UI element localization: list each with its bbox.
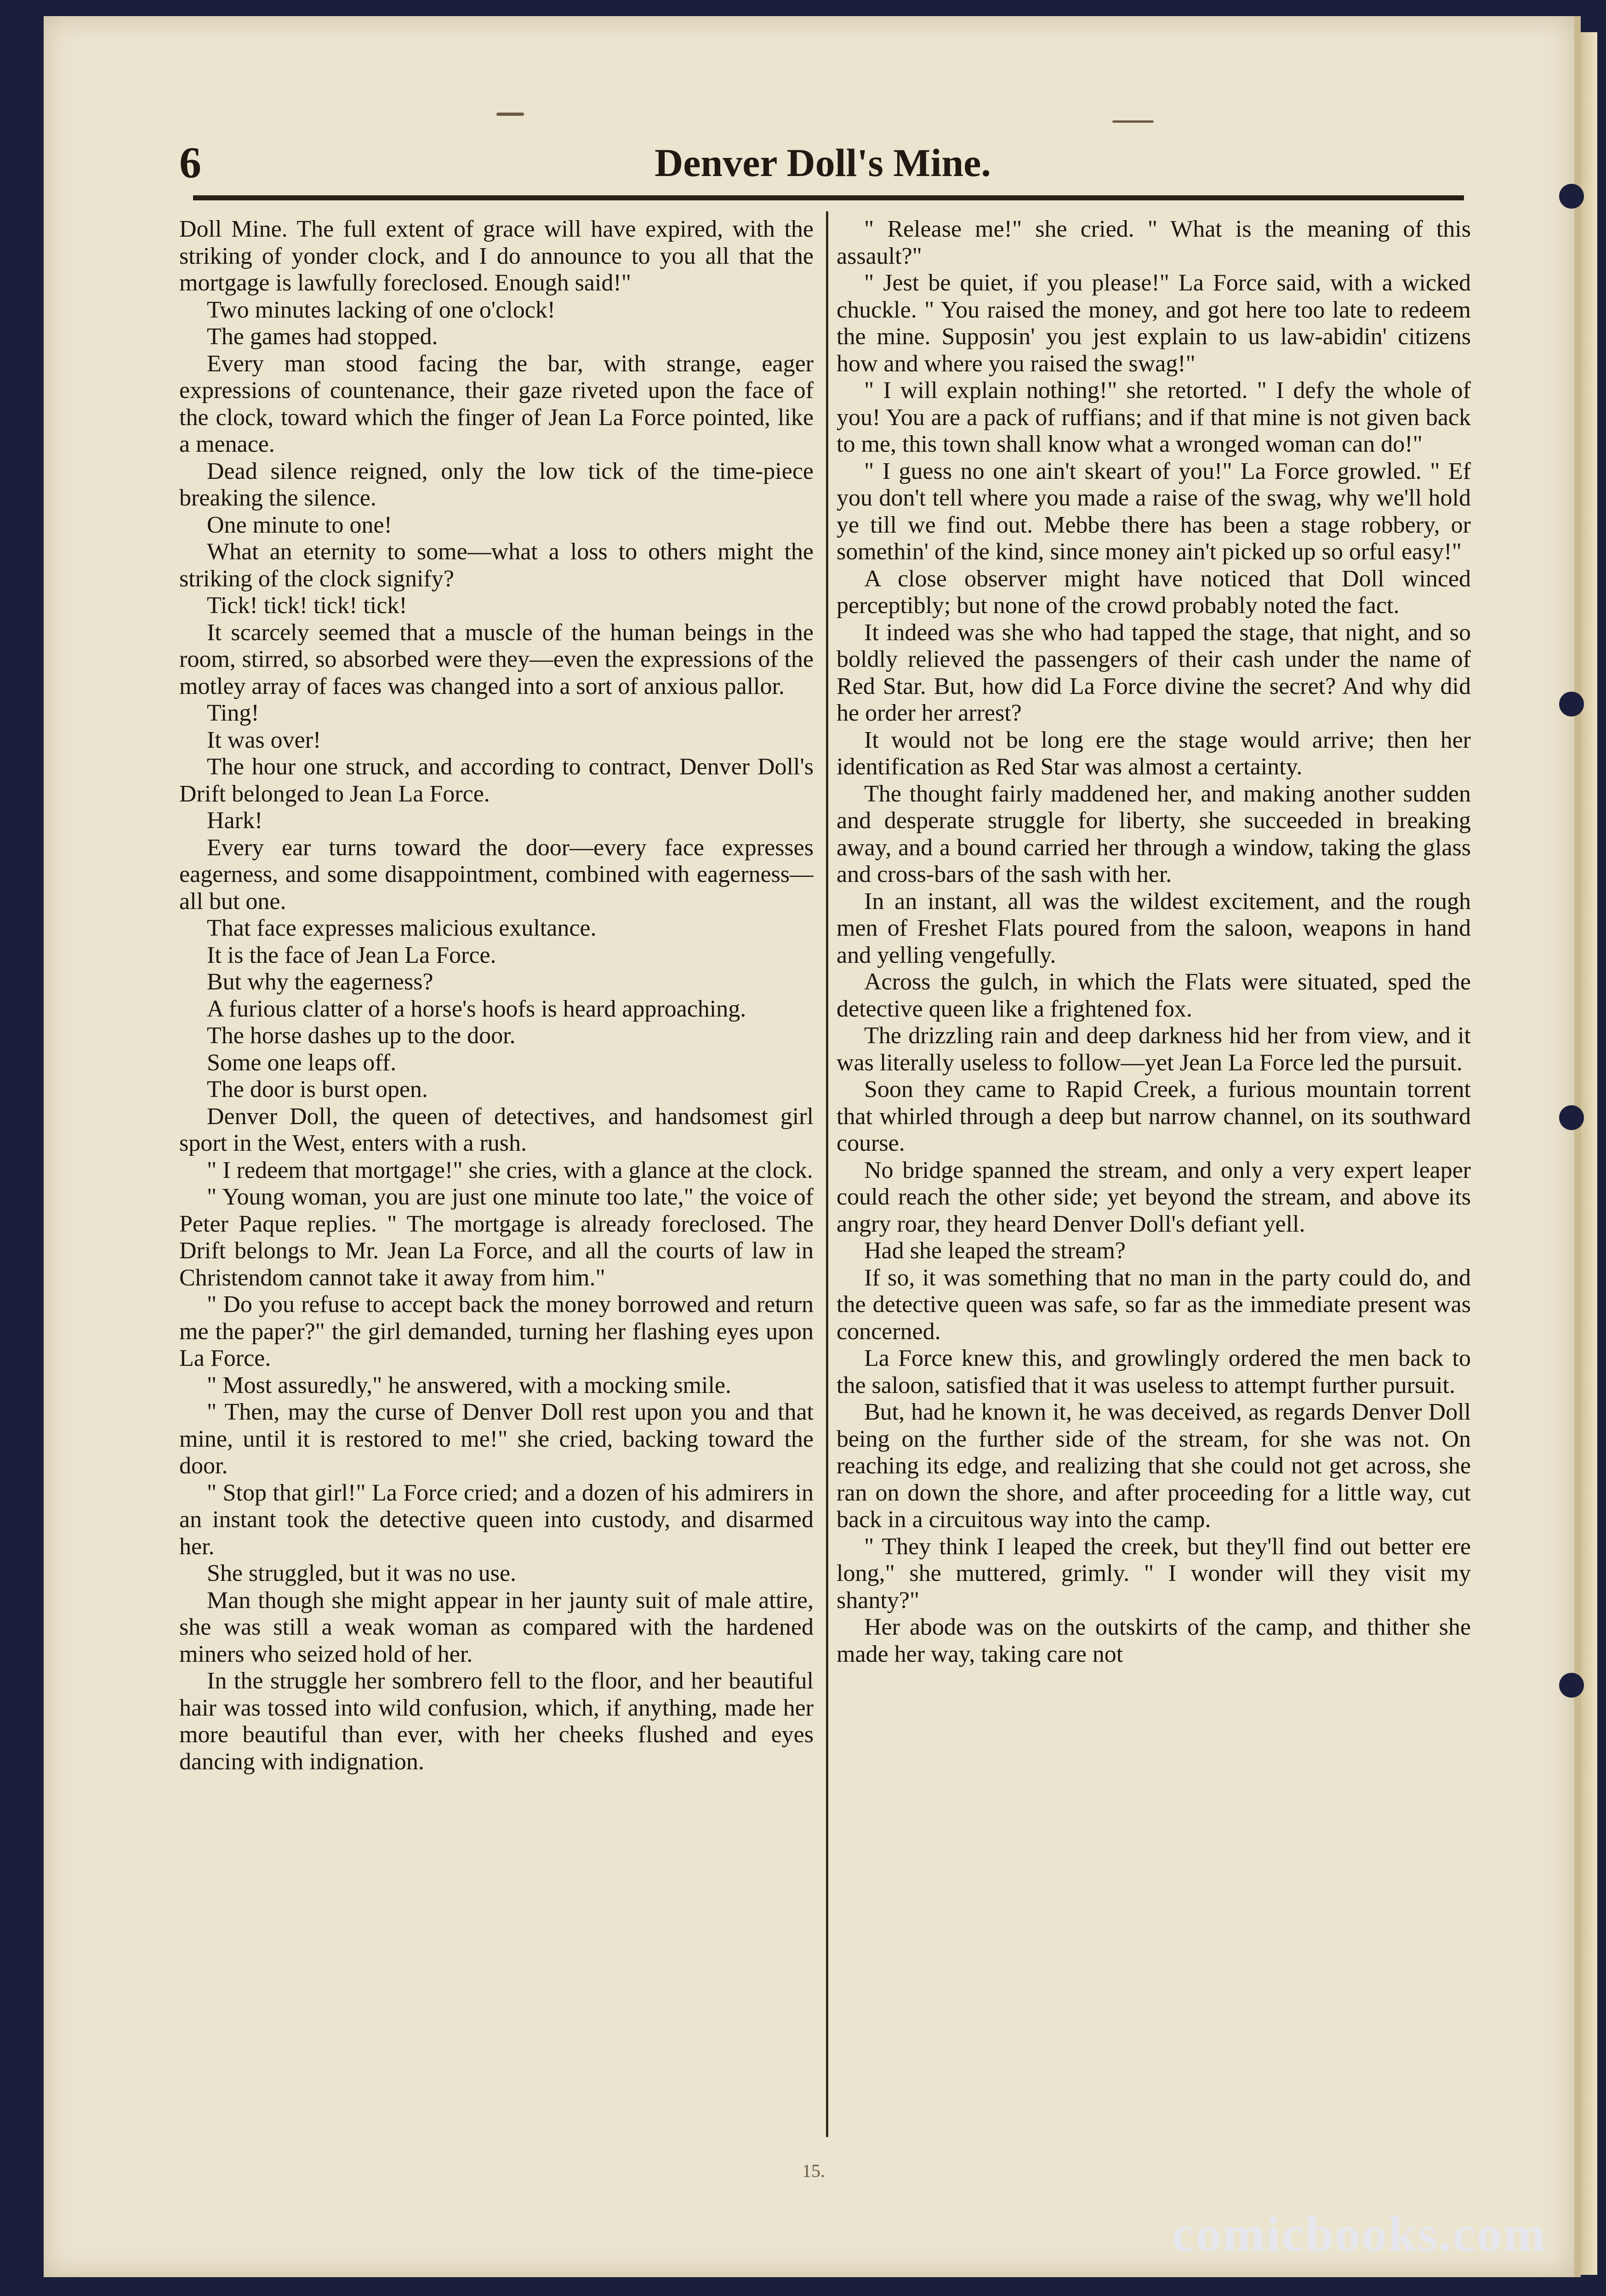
header-rule (193, 195, 1464, 200)
print-smudge (1112, 120, 1154, 123)
paragraph: No bridge spanned the stream, and only a very expert leaper could reach the other side; yet beyond the stream, and above its angry roar, they heard Denver Doll's defiant yell. (837, 1157, 1471, 1237)
paragraph: In an instant, all was the wildest excitement, and the rough men of Freshet Flats poured from the saloon, weapons in hand and yelling vengefully. (837, 888, 1471, 968)
paragraph: Every ear turns toward the door—every face expresses eagerness, and some disappointment, combined with eagerness—all but one. (179, 834, 814, 915)
paragraph: The thought fairly maddened her, and making another sudden and desperate struggle for liberty, she succeeded in breaking away, and a bound carried her through a window, taking the glass and cross-bars of the sash with her. (837, 780, 1471, 887)
paragraph: Her abode was on the outskirts of the camp, and thither she made her way, taking care not (837, 1614, 1471, 1667)
paragraph: " Jest be quiet, if you please!" La Force said, with a wicked chuckle. " You raised the money, and got here too late to redeem the mine. Supposin' you jest explain to us law-abidin' citizens how and where you raised the swag!" (837, 270, 1471, 377)
paragraph: What an eternity to some—what a loss to others might the striking of the clock signify? (179, 539, 814, 592)
paragraph: Doll Mine. The full extent of grace will have expired, with the striking of yonder clock, and I do announce to you all that the mortgage is lawfully foreclosed. Enough said!" (179, 216, 814, 296)
paragraph: Denver Doll, the queen of detectives, and handsomest girl sport in the West, enters with a rush. (179, 1103, 814, 1156)
paragraph: She struggled, but it was no use. (207, 1560, 517, 1586)
paragraph: Soon they came to Rapid Creek, a furious mountain torrent that whirled through a deep but narrow channel, on its southward course. (837, 1076, 1471, 1156)
right-column (837, 216, 1471, 2137)
paragraph: The horse dashes up to the door. (207, 1023, 516, 1049)
paragraph: It was over! (207, 727, 321, 753)
paragraph: One minute to one! (207, 511, 392, 538)
paragraph: But why the eagerness? (207, 969, 433, 995)
binding-hole (1559, 1105, 1584, 1130)
site-watermark: comicbooks.com (1172, 2206, 1547, 2262)
paragraph: " I guess no one ain't skeart of you!" La Force growled. " Ef you don't tell where you made a raise of the swag, why we'll hold ye till we find out. Mebbe there has been a stage robbery, or somethin' of the kind, since money ain't picked up so orful easy!" (837, 458, 1471, 565)
paragraph: Man though she might appear in her jaunty suit of male attire, she was still a weak woman as compared with the hardened miners who seized hold of her. (179, 1587, 814, 1667)
left-column (179, 216, 814, 2137)
paragraph: It indeed was she who had tapped the stage, that night, and so boldly relieved the passengers of their cash under the name of Red Star. But, how did La Force divine the secret? And why did he order her arrest? (837, 619, 1471, 726)
binding-hole (1559, 184, 1584, 209)
page-number: 6 (179, 138, 201, 187)
paragraph: A furious clatter of a horse's hoofs is heard approaching. (207, 995, 746, 1022)
print-smudge (496, 113, 524, 116)
paragraph: But, had he known it, he was deceived, as regards Denver Doll being on the further side of the stream, for she was not. On reaching its edge, and realizing that she could not get across, she ran on down the shore, and after proceeding for a little way, cut back in a circuitous way into the camp. (837, 1399, 1471, 1533)
paragraph: Two minutes lacking of one o'clock! (207, 296, 556, 323)
paragraph: It is the face of Jean La Force. (207, 942, 496, 968)
paragraph: The games had stopped. (207, 324, 438, 350)
binding-hole (1559, 1673, 1584, 1698)
paragraph: Across the gulch, in which the Flats were situated, sped the detective queen like a frightened fox. (837, 969, 1471, 1022)
paragraph: Dead silence reigned, only the low tick of the time-piece breaking the silence. (179, 458, 814, 511)
paragraph: That face expresses malicious exultance. (207, 915, 597, 941)
paragraph: " I will explain nothing!" she retorted. " I defy the whole of you! You are a pack of ruffians; and if that mine is not given back to me, this town shall know what a wronged woman can do!" (837, 377, 1471, 457)
folio-mark: 15. (802, 2160, 825, 2181)
running-title: Denver Doll's Mine. (655, 141, 991, 185)
paragraph: " Release me!" she cried. " What is the meaning of this assault?" (837, 216, 1471, 269)
page-header (179, 128, 1466, 197)
paragraph: Every man stood facing the bar, with strange, eager expressions of countenance, their gaze riveted upon the face of the clock, toward which the finger of Jean La Force pointed, like a menace. (179, 350, 814, 457)
paragraph: Some one leaps off. (207, 1049, 397, 1076)
column-rule (826, 211, 828, 2137)
paragraph: A close observer might have noticed that Doll winced perceptibly; but none of the crowd probably noted the fact. (837, 565, 1471, 619)
paragraph: If so, it was something that no man in the party could do, and the detective queen was safe, so far as the immediate present was concerned. (837, 1264, 1471, 1345)
paragraph: " I redeem that mortgage!" she cries, with a glance at the clock. (207, 1157, 813, 1183)
binding-hole (1559, 692, 1584, 716)
paragraph: The door is burst open. (207, 1076, 428, 1103)
paragraph: " Most assuredly," he answered, with a mocking smile. (207, 1372, 731, 1398)
paragraph: It scarcely seemed that a muscle of the human beings in the room, stirred, so absorbed were they—even the expressions of the motley array of faces was changed into a sort of anxious pallor. (179, 619, 814, 699)
paragraph: " Then, may the curse of Denver Doll rest upon you and that mine, until it is restored to me!" she cried, backing toward the door. (179, 1399, 814, 1479)
paragraph: In the struggle her sombrero fell to the floor, and her beautiful hair was tossed into wild confusion, which, if anything, made her more beautiful than ever, with her cheeks flushed and eyes dancing with indignation. (179, 1668, 814, 1775)
paragraph: La Force knew this, and growlingly ordered the men back to the saloon, satisfied that it was useless to attempt further pursuit. (837, 1345, 1471, 1398)
paragraph: " Do you refuse to accept back the money borrowed and return me the paper?" the girl demanded, turning her flashing eyes upon La Force. (179, 1291, 814, 1371)
paragraph: " Young woman, you are just one minute too late," the voice of Peter Paque replies. " The mortgage is already foreclosed. The Drift belongs to Mr. Jean La Force, and all the courts of law in Christendom cannot take it away from him." (179, 1184, 814, 1291)
paragraph: Had she leaped the stream? (864, 1238, 1126, 1264)
paragraph: The drizzling rain and deep darkness hid her from view, and it was literally useless to follow—yet Jean La Force led the pursuit. (837, 1023, 1471, 1076)
paragraph: The hour one struck, and according to contract, Denver Doll's Drift belonged to Jean La Force. (179, 754, 814, 807)
paragraph: " Stop that girl!" La Force cried; and a dozen of his admirers in an instant took the detective queen into custody, and disarmed her. (179, 1479, 814, 1560)
paragraph: Ting! (207, 700, 259, 726)
paragraph: " They think I leaped the creek, but they'll find out better ere long," she muttered, grimly. " I wonder will they visit my shanty?" (837, 1533, 1471, 1614)
paragraph: Tick! tick! tick! tick! (207, 592, 407, 619)
paragraph: Hark! (207, 807, 263, 834)
paragraph: It would not be long ere the stage would arrive; then her identification as Red Star was almost a certainty. (837, 727, 1471, 780)
